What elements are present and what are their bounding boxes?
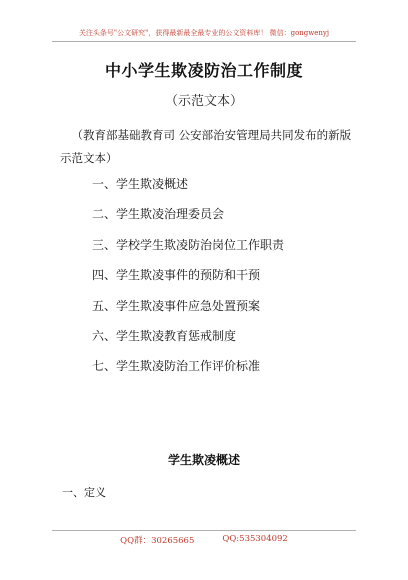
toc-item: 一、学生欺凌概述 (92, 177, 189, 191)
footer-contact (0, 534, 408, 546)
footer-qq-group: QQ群：30265665 (120, 536, 195, 546)
toc-item: 六、学生欺凌教育惩戒制度 (92, 328, 237, 343)
issuer-note: （教育部基础教育司 公安部治安管理局共同发布的新版示范文本） (60, 128, 352, 165)
document-title: 中小学生欺凌防治工作制度 (104, 61, 303, 80)
footer-divider (52, 530, 356, 531)
toc-item: 三、学校学生欺凌防治岗位工作职责 (92, 237, 285, 252)
toc-item: 五、学生欺凌事件应急处置预案 (92, 298, 261, 313)
section-heading: 学生欺凌概述 (167, 453, 240, 467)
subsection-heading: 一、定义 (62, 486, 106, 499)
table-of-contents (92, 169, 392, 382)
toc-item: 二、学生欺凌治理委员会 (92, 207, 225, 222)
toc-item: 四、学生欺凌事件的预防和干预 (92, 268, 261, 283)
toc-item: 七、学生欺凌防治工作评价标准 (92, 359, 261, 374)
footer-qq: QQ:535304092 (222, 534, 288, 544)
header-note: 关注头条号"公文研究"，获得最新最全最专业的公文资料库！ 微信：gongwenyj (78, 29, 330, 37)
header-divider (52, 41, 356, 42)
document-subtitle: （示范文本） (164, 94, 243, 109)
